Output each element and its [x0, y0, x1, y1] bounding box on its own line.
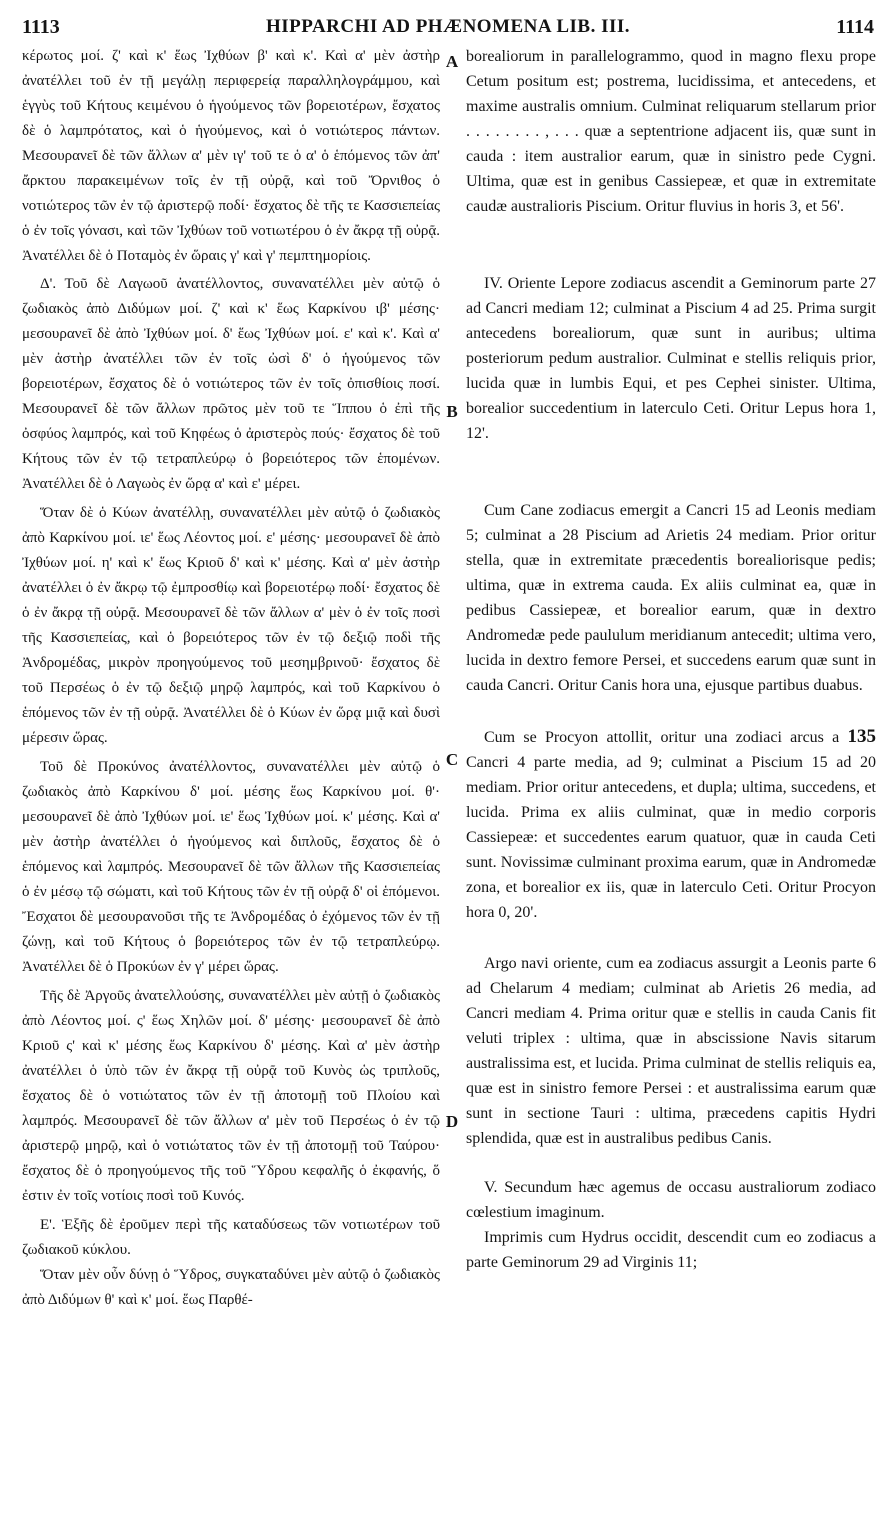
- greek-paragraph: Τῆς δὲ Ἀργοῦς ἀνατελλούσης, συνανατέλλει μὲν αὐτῇ ὁ ζωδιακὸς ἀπὸ Λέοντος μοί. ς' ἕως Χηλῶν μοί. δ' μέσης· μεσουρανεῖ δὲ ἀπὸ Κριοῦ ς' καὶ κ' μέσης ἕως Καρκίνου δ' μέσης. Καὶ α' μὲν ἀστὴρ ἀνατέλλει ὁ ὑπὸ τῶν ἐν ἄκρᾳ τῇ οὐρᾷ τοῦ Κυνὸς ὡς τριπλοῦς, ἔσχατος δὲ ὁ νοτιώτατος τῶν ἐν τῇ ἀποτομῇ τοῦ Πλοίου καὶ λαμπρός. Μεσουρανεῖ δὲ τῶν ἄλλων α' μὲν τοῦ Περσέως ὁ ἐν τῷ ἀριστερῷ μηρῷ, καὶ ὁ νοτιώτατος τῶν ἐν τῇ ἀποτομῇ τοῦ Ταύρου· ἔσχατος δὲ ὁ προηγούμενος τῆς τοῦ Ὕδρου κεφαλῆς ὁ ἐκφανής, ὅ ἐστιν ἐν τοῖς νοτίοις ποσὶ τοῦ Κυνός.: [22, 988, 440, 1204]
- latin-text: Cancri 4 parte media, ad 9; culminat a Piscium 15 ad 20 mediam. Prior oritur antecedens, et dupla; ultima, succedens, et lucida. Prima ex aliis culminat, quæ in medio corporis Cassiepeæ: et succedentes earum quatuor, quæ in cauda Ceti sunt. Novissimæ culminant proxima earum, quæ in Andromedæ zona, et borealior ex iis, quæ in laterculo Ceti. Oritur Procyon hora 0, 20'.: [466, 754, 876, 921]
- greek-column: [22, 44, 440, 1313]
- greek-paragraph: Ε'. Ἑξῆς δὲ ἐροῦμεν περὶ τῆς καταδύσεως τῶν νοτιωτέρων τοῦ ζωδιακοῦ κύκλου.: [22, 1217, 440, 1258]
- page-number-right: 1114: [836, 16, 874, 38]
- page-number-left: 1113: [22, 16, 60, 38]
- greek-paragraph: Ὅταν δὲ ὁ Κύων ἀνατέλλῃ, συνανατέλλει μὲν αὐτῷ ὁ ζωδιακὸς ἀπὸ Καρκίνου μοί. ιε' ἕως Λέοντος μοί. ε' μέσης· μεσουρανεῖ δὲ ἀπὸ Ἰχθύων μοί. η' καὶ κ' ἕως Κριοῦ δ' καὶ κ' μέσης. Καὶ α' μὲν ἀστὴρ ἀνατέλλει ὁ ἐν ἄκρῳ τῷ ἐμπροσθίῳ καὶ βορειοτέρῳ ποδί· ἔσχατος δὲ ὁ ἐν ἄκρᾳ τῇ οὐρᾷ. Μεσουρανεῖ δὲ τῶν ἄλλων α' μὲν ὁ ἐν τοῖς ποσὶ τῆς Κασσιεπείας, καὶ ὁ βορειότερος τῶν ἐν τῷ δεξιῷ ποδὶ τῆς Ἀνδρομέδας, μικρὸν προηγούμενος τοῦ μεσημβρινοῦ· ἔσχατος δὲ τοῦ Περσέως ὁ ἐν τῷ δεξιῷ μηρῷ λαμπρός, καὶ τοῦ Καρκίνου ὁ ἑπόμενος τῶν ἐν τῇ οὐρᾷ. Ἀνατέλλει δὲ ὁ Κύων ἐν ὥρᾳ μιᾷ καὶ δυσὶ μέρεσιν ὥρας.: [22, 505, 440, 746]
- running-title: HIPPARCHI AD PHÆNOMENA LIB. III.: [265, 16, 630, 37]
- latin-paragraph: Cum Cane zodiacus emergit a Cancri 15 ad Leonis mediam 5; culminat a 28 Piscium ad Arietis 24 mediam. Prior oritur stella, quæ in extremitate præcedentis borealiorisque pedis; ultima, quæ in extrema cauda. Ex aliis culminat ea, quæ in pedibus Cassiepeæ, et borealior earum, quæ in dextro Andromedæ pede paululum meridianum antecedit; ultima vero, lucida in dextro femore Persei, et succedens earum quæ sunt in cauda Cancri. Oritur Canis hora una, ejusque partibus duabus.: [466, 502, 876, 694]
- margin-marker-c: C: [445, 750, 459, 769]
- latin-paragraph: IV. Oriente Lepore zodiacus ascendit a Geminorum parte 27 ad Cancri mediam 12; culminat a Piscium 4 ad 25. Prima surgit antecedens borealiorum, quæ sunt in auribus; ultima posteriorum pedum australior. Culminat e stellis reliquis prior, lucida quæ in lumbis Equi, et pes Cephei sinister. Ultima, borealior succedentium in laterculo Ceti. Oritur Lepus hora 1, 12'.: [466, 275, 876, 442]
- greek-paragraph: κέρωτος μοί. ζ' καὶ κ' ἕως Ἰχθύων β' καὶ κ'. Καὶ α' μὲν ἀστὴρ ἀνατέλλει τοῦ ἐν τῇ μεγάλῃ περιφερείᾳ παραλληλογράμμου, καὶ ἑγγὺς τοῦ Κήτους κειμένου ὁ ἡγούμενος τῶν βορειοτέρων, ἔσχατος δὲ ὁ λαμπρότατος, καὶ ὁ ἡγούμενος, καὶ ὁ νοτιώτερος πάντων. Μεσουρανεῖ δὲ τῶν ἄλλων α' μὲν ιγ' τοῦ τε ὁ α' ὁ ἑπόμενος τῶν ἀπ' ἄρκτου παρακειμένων τοῖς ἐν τῇ οὐρᾷ, καὶ τοῦ Ὄρνιθος ὁ νοτιώτερος τῶν ἐν τῷ ἀριστερῷ ποδί· ἔσχατος δὲ τῆς τε Κασσιεπείας ὁ ἐν τοῖς γόνασι, καὶ τῶν Ἰχθύων τοῦ νοτιωτέρου ὁ ἐν ἄκρᾳ τῇ οὐρᾷ. Ἀνατέλλει δὲ ὁ Ποταμὸς ἐν ὥραις γ' καὶ γ' πεμπτημορίοις.: [22, 48, 440, 264]
- edition-page-number: 135: [847, 726, 876, 747]
- latin-column: [466, 44, 876, 1275]
- latin-paragraph: Argo navi oriente, cum ea zodiacus assurgit a Leonis parte 6 ad Chelarum 4 mediam; culminat ab Arietis 26 media, ad Cancri mediam 4. Prima oritur quæ e stellis in cauda Canis fit veluti triplex : ultima, quæ in abscissione Navis sitarum australissima est, et lucida. Prima culminat de stellis reliquis ea, quæ est in sinistro femore Persei : et australissima earum quæ sunt in sectione Tauri : ultima, præcedens capitis Hydri splendida, quæ est in australibus pedibus Canis.: [466, 955, 876, 1147]
- margin-marker-d: D: [445, 1112, 459, 1131]
- latin-text: Cum se Procyon attollit, oritur una zodiaci arcus a: [484, 729, 840, 746]
- running-header: [0, 8, 896, 36]
- latin-paragraph: V. Secundum hæc agemus de occasu australiorum zodiaco cœlestium imaginum.: [466, 1179, 876, 1221]
- latin-paragraph: Imprimis cum Hydrus occidit, descendit cum eo zodiacus a parte Geminorum 29 ad Virginis 11;: [466, 1229, 876, 1271]
- margin-marker-a: A: [445, 52, 459, 71]
- latin-paragraph: borealiorum in parallelogrammo, quod in magno flexu prope Cetum positum est; postrema, lucidissima, et antecedens, et maxime australis omnium. Culminat reliquarum stellarum prior . . . . . . . . , . . . quæ a septentrione adjacent iis, quæ sunt in cauda : item australior earum, quæ in sinistro pede Cygni. Ultima, quæ est in genibus Cassiepeæ, et quæ in extremitate caudæ australioris Piscium. Oritur fluvius in horis 3, et 56'.: [466, 48, 876, 215]
- margin-marker-b: B: [446, 402, 458, 421]
- greek-paragraph: Δ'. Τοῦ δὲ Λαγωοῦ ἀνατέλλοντος, συνανατέλλει μὲν αὐτῷ ὁ ζωδιακὸς ἀπὸ Διδύμων μοί. ζ' καὶ κ' ἕως Καρκίνου ιβ' μέσης· μεσουρανεῖ δὲ ἀπὸ Ἰχθύων μοί. δ' ἕως Ἰχθύων μοί. ε' καὶ κ'. Καὶ α' μὲν ἀστὴρ ἀνατέλλει τῶν ἐν τοῖς ὠσὶ δ' ὁ ἡγούμενος τῶν βορειοτέρων, ἔσχατος δὲ ὁ νοτιώτερος τῶν ἐν τοῖς ὀπισθίοις ποσί. Μεσουρανεῖ δὲ τῶν ἄλλων πρῶτος μὲν τοῦ τε Ἵππου ὁ ἐπὶ τῆς ὀσφύος λαμπρός, καὶ τοῦ Κηφέως ὁ ἀριστερὸς πούς· ἔσχατος δὲ τοῦ Κήτους τῶν ἐν τῷ τετραπλεύρῳ ὁ βορειότερος τῶν ἑπομένων. Ἀνατέλλει δὲ ὁ Λαγωὸς ἐν ὥρᾳ α' καὶ ε' μέρει.: [22, 276, 440, 492]
- latin-paragraph: [466, 724, 876, 925]
- greek-paragraph: Τοῦ δὲ Προκύνος ἀνατέλλοντος, συνανατέλλει μὲν αὐτῷ ὁ ζωδιακὸς ἀπὸ Καρκίνου δ' μοί. μέσης ἕως Καρκίνου μοί. θ'· μεσουρανεῖ δὲ ἀπὸ Ἰχθύων μοί. ιε' ἕως Ἰχθύων μοί. κ' μέσης. Καὶ α' μὲν ἀστὴρ ἀνατέλλει ὁ ἡγούμενος καὶ διπλοῦς, ἔσχατος δὲ ὁ ἑπόμενος καὶ λαμπρός. Μεσουρανεῖ δὲ τῶν ἄλλων τῆς Κασσιεπείας ὁ ἐν μέσῳ τῷ σώματι, καὶ τοῦ Κήτους τῶν ἐν τῇ οὐρᾷ δ' οἱ ἑπόμενοι. Ἔσχατοι δὲ μεσουρανοῦσι τῆς τε Ἀνδρομέδας ὁ ἐχόμενος τῶν ἐν τῇ ζώνῃ, καὶ τοῦ Κήτους ὁ βορειότερος τῶν ἐν τῷ τετραπλεύρῳ. Ἀνατέλλει δὲ ὁ Προκύων ἐν γ' μέρει ὥρας.: [22, 759, 440, 975]
- greek-paragraph: Ὅταν μὲν οὖν δύνῃ ὁ Ὕδρος, συγκαταδύνει μὲν αὐτῷ ὁ ζωδιακὸς ἀπὸ Διδύμων θ' καὶ κ' μοί. ἕως Παρθέ-: [22, 1267, 440, 1308]
